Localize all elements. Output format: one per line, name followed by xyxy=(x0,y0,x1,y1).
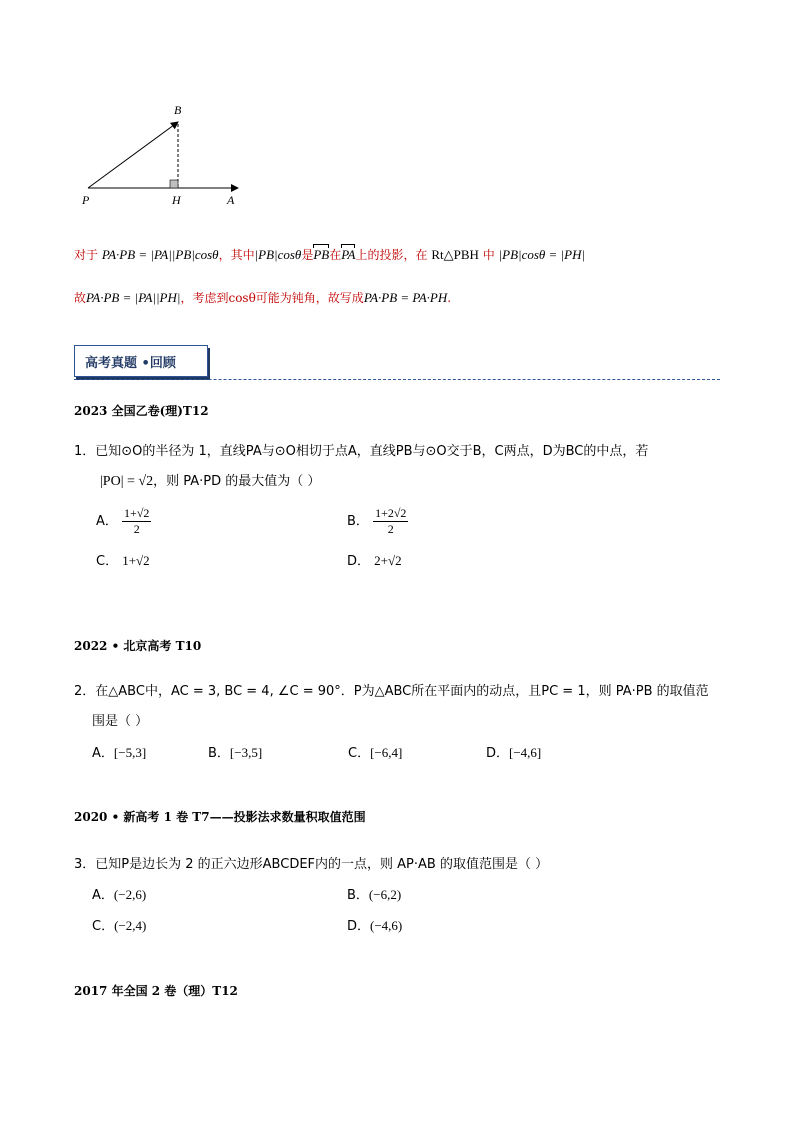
p1-option-b-num: 1+2√2 xyxy=(375,506,407,520)
p2-option-b-value: [−3,5] xyxy=(229,745,263,760)
p1-option-c-label: C． xyxy=(96,554,119,569)
problem-3-option-d[interactable] xyxy=(347,915,402,934)
problem-1-text-line-1 xyxy=(74,440,648,459)
p1-option-a-fraction xyxy=(122,506,151,537)
problem-2-option-d[interactable] xyxy=(486,742,541,761)
p3-option-c-value: (−2,4) xyxy=(114,918,147,933)
problem-2-text-line-2: 围是（ ） xyxy=(92,714,149,729)
p1-option-d-value: 2+√2 xyxy=(374,553,402,568)
expl2-prefix: 故 xyxy=(74,291,87,305)
problem-1-source: 2023 全国乙卷(理)T12 xyxy=(74,404,209,418)
problem-4-source: 2017 年全国 2 卷（理）T12 xyxy=(74,984,238,998)
problem-3-source: 2020 • 新高考 1 卷 T7——投影法求数量积取值范围 xyxy=(74,810,366,824)
problem-3-text-line-1 xyxy=(74,853,548,872)
vector-pb-line xyxy=(88,122,178,188)
p2-option-c-label: C． xyxy=(348,746,371,761)
problem-2-option-b[interactable] xyxy=(208,742,262,761)
expl2-equation: PA·PB = |PA||PH| xyxy=(86,290,181,305)
p1-option-a-den: 2 xyxy=(133,522,140,536)
section-header-box xyxy=(74,345,208,377)
expl1-equation-2: |PB|cosθ = |PH| xyxy=(498,247,586,262)
expl1-vec-pb: PB xyxy=(313,247,330,262)
p2-option-a-label: A． xyxy=(92,746,114,761)
expl2-mid: ，考虑到cosθ可能为钝角，故写成 xyxy=(180,291,364,305)
section-divider xyxy=(74,379,720,380)
label-b: B xyxy=(174,103,182,117)
p2-option-a-value: [−5,3] xyxy=(113,745,147,760)
problem-3-option-b[interactable] xyxy=(347,884,401,903)
p1-option-a-label: A． xyxy=(96,514,118,529)
problem-2-number: 2． xyxy=(74,684,96,699)
p3-option-b-value: (−6,2) xyxy=(368,887,402,902)
expl1-mid2: 是 xyxy=(301,248,314,262)
expl1-triangle: Rt△PBH xyxy=(431,247,479,262)
p2-option-c-value: [−6,4] xyxy=(370,745,403,760)
label-p: P xyxy=(82,193,90,207)
expl1-mid1: ，其中 xyxy=(218,248,255,262)
projection-diagram xyxy=(70,100,270,212)
p3-option-d-value: (−4,6) xyxy=(370,918,403,933)
expl1-mid5: 中 xyxy=(482,248,495,262)
explanation-line-2 xyxy=(74,289,451,306)
p1-option-d-label: D． xyxy=(347,554,371,569)
problem-1-text-b: ，则 PA·PD 的最大值为（ ） xyxy=(153,474,321,489)
p3-option-b-label: B． xyxy=(347,888,369,903)
problem-3-text-a: 已知P是边长为 2 的正六边形ABCDEF内的一点，则 AP·AB 的取值范围是（ ） xyxy=(95,857,549,872)
problem-1-option-a[interactable] xyxy=(96,506,151,537)
p3-option-a-label: A． xyxy=(92,888,114,903)
p1-option-b-fraction xyxy=(373,506,408,537)
p2-option-d-value: [−4,6] xyxy=(509,745,542,760)
problem-2-text-a: 在△ABC中，AC = 3, BC = 4, ∠C = 90°．P为△ABC所在平面内的动点，且PC = 1，则 PA·PB 的取值范 xyxy=(95,684,709,699)
expl1-term: |PB|cosθ xyxy=(254,247,302,262)
label-h: H xyxy=(172,193,181,207)
expl1-mid3: 在 xyxy=(329,248,342,262)
expl1-mid4: 上的投影，在 xyxy=(355,248,428,262)
projection-diagram-svg xyxy=(70,100,270,212)
problem-1-option-b[interactable] xyxy=(347,506,408,537)
problem-1-option-c[interactable] xyxy=(96,550,150,569)
p3-option-a-value: (−2,6) xyxy=(113,887,147,902)
expl2-equation-2: PA·PB = PA·PH xyxy=(363,290,448,305)
expl1-vec-pa: PA xyxy=(341,247,356,262)
p1-option-b-label: B． xyxy=(347,514,369,529)
p3-option-c-label: C． xyxy=(92,919,115,934)
expl1-prefix: 对于 xyxy=(74,248,99,262)
p1-option-c-value: 1+√2 xyxy=(122,553,150,568)
expl2-end: . xyxy=(447,291,452,305)
problem-2-text-line-1 xyxy=(74,680,709,699)
p2-option-b-label: B． xyxy=(208,746,230,761)
explanation-line-1 xyxy=(74,246,585,263)
problem-2-option-a[interactable] xyxy=(92,742,146,761)
p1-option-a-num: 1+√2 xyxy=(124,506,150,520)
problem-1-number: 1． xyxy=(74,444,96,459)
label-a: A xyxy=(227,193,235,207)
p3-option-d-label: D． xyxy=(347,919,371,934)
problem-3-number: 3． xyxy=(74,857,96,872)
right-angle-mark xyxy=(170,180,178,188)
problem-1-text-a: 已知⊙O的半径为 1，直线PA与⊙O相切于点A，直线PB与⊙O交于B，C两点，D为BC的中点，若 xyxy=(95,444,649,459)
problem-1-option-d[interactable] xyxy=(347,550,402,569)
p2-option-d-label: D． xyxy=(486,746,510,761)
expl1-equation: PA·PB = |PA||PB|cosθ xyxy=(101,247,219,262)
problem-3-option-c[interactable] xyxy=(92,915,146,934)
p1-option-b-den: 2 xyxy=(387,522,394,536)
problem-3-option-a[interactable] xyxy=(92,884,146,903)
problem-2-option-c[interactable] xyxy=(348,742,402,761)
problem-1-text-line-2 xyxy=(100,470,320,490)
problem-2-source: 2022 • 北京高考 T10 xyxy=(74,639,202,653)
problem-1-condition: |PO| = √2 xyxy=(100,474,154,489)
section-title: 高考真题 •回顾 xyxy=(85,356,176,371)
